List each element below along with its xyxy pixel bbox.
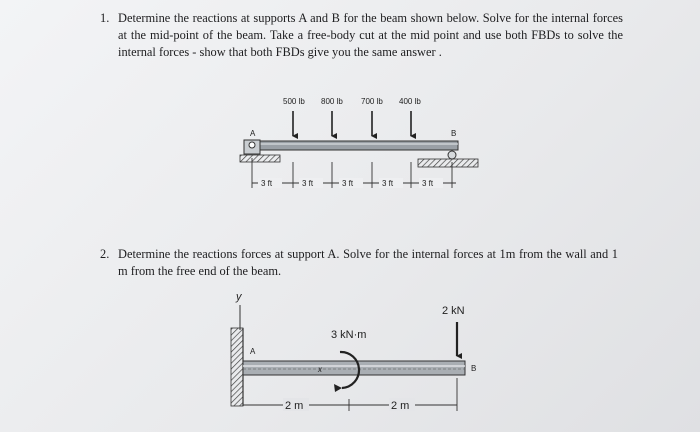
point-b-label: B	[471, 364, 477, 373]
fixed-wall	[231, 328, 243, 406]
load-label-1: 500 lb	[283, 97, 305, 106]
spacing-label-5: 3 ft	[422, 179, 434, 188]
dimension-label-1: 2 m	[285, 400, 304, 412]
spacing-label-1: 3 ft	[261, 179, 273, 188]
problem-1-text: Determine the reactions at supports A and B for the beam shown below. Solve for the internal forces at the mid-point of the beam. Take a free-body cut at the mid point and use both FBDs to solve the internal forces - show that both FBDs give you the same answer .	[118, 11, 623, 59]
moment-label: 3 kN·m	[331, 329, 367, 341]
spacing-label-4: 3 ft	[382, 179, 394, 188]
support-a-label: A	[250, 129, 256, 138]
load-label-4: 400 lb	[399, 97, 421, 106]
figure-1-beam-diagram	[240, 97, 478, 188]
x-axis-label: x	[318, 365, 322, 374]
support-b-roller	[418, 151, 478, 167]
beam-2	[243, 361, 465, 375]
problem-2-number: 2.	[100, 247, 110, 261]
support-b-label: B	[451, 129, 457, 138]
beam-1	[252, 141, 458, 150]
y-axis-label: y	[236, 291, 242, 303]
problem-1-number: 1.	[100, 11, 110, 25]
spacing-label-2: 3 ft	[302, 179, 314, 188]
force-label: 2 kN	[442, 305, 465, 317]
dimension-label-2: 2 m	[391, 400, 410, 412]
figure-2-cantilever-diagram	[231, 291, 476, 412]
load-label-2: 800 lb	[321, 97, 343, 106]
load-label-3: 700 lb	[361, 97, 383, 106]
spacing-label-3: 3 ft	[342, 179, 354, 188]
problem-2-text: Determine the reactions forces at support A. Solve for the internal forces at 1m from the wall and 1 m from the free end of the beam.	[118, 247, 618, 278]
support-a-label-2: A	[250, 347, 256, 356]
moment-arrowhead	[334, 384, 342, 392]
